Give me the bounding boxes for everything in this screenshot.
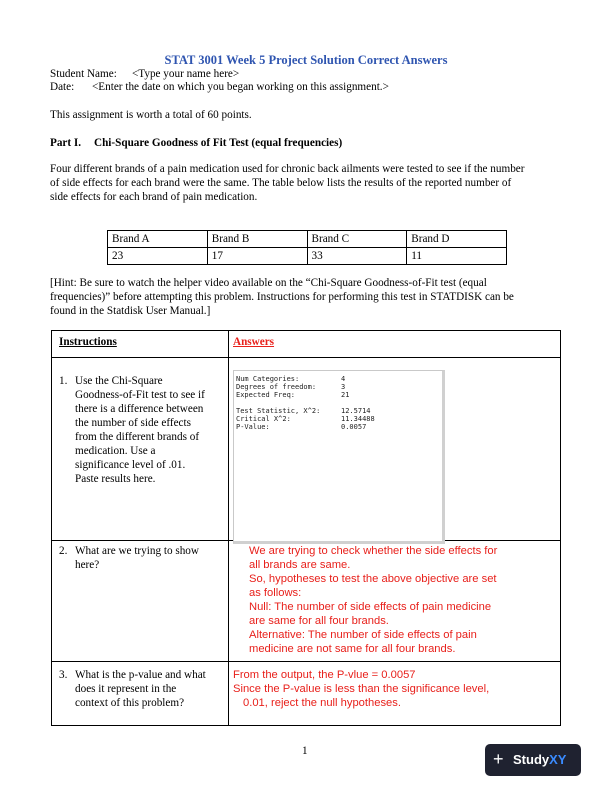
hint-line-2: frequencies)” before attempting this problem. Instructions for performing this test in STATDISK can be [50,291,514,303]
part-title: Chi-Square Goodness of Fit Test (equal frequencies) [94,137,343,149]
plus-icon: + [493,749,504,769]
answers-header: Answers [233,336,275,348]
question-line: Goodness-of-Fit test to see if [75,389,205,401]
question-3 [59,668,224,712]
intro-line-2: of side effects for each brand were the same. The table below lists the results of the reported number of [50,177,512,189]
output-value: 12.5714 [341,407,371,415]
answer-line: as follows: [249,587,302,599]
question-line: What is the p-value and what [75,669,206,681]
question-number: 2. [59,545,68,557]
answer-line: all brands are same. [249,559,351,571]
intro-line-1: Four different brands of a pain medication used for chronic back ailments were tested to see if the number [50,163,525,175]
output-value: 11.34488 [341,415,375,423]
answer-line: From the output, the P-vlue = 0.0057 [233,669,416,681]
question-line: here? [75,559,100,571]
table-header-cell: Brand D [407,231,507,248]
answer-2 [249,544,549,656]
output-value: 21 [341,391,350,399]
table-cell: 11 [407,248,507,265]
answer-line: So, hypotheses to test the above objective are set [249,573,497,585]
table-cell: 23 [108,248,208,265]
table-cell: 17 [207,248,307,265]
question-2 [59,544,224,574]
answer-line: We are trying to check whether the side effects for [249,545,498,557]
question-line: from the different brands of [75,431,200,443]
answer-line: Null: The number of side effects of pain medicine [249,601,492,613]
answer-line: 0.01, reject the null hypotheses. [243,697,401,709]
brand-results-table [107,230,507,265]
answer-line: are same for all four brands. [249,615,389,627]
table-header-cell: Brand C [307,231,407,248]
question-line: there is a difference between [75,403,204,415]
studyxy-logo-text: StudyXY [513,752,567,767]
answer-line: Alternative: The number of side effects of pain [249,629,477,641]
output-value: 4 [341,375,346,383]
output-label: P-Value: [236,423,270,431]
studyxy-badge[interactable] [485,744,581,776]
statdisk-output-screenshot [233,370,445,544]
table-header-cell: Brand B [207,231,307,248]
output-label: Critical X^2: [236,415,291,423]
instructions-answers-table [51,330,561,726]
table-row [108,248,507,265]
intro-line-3: side effects for each brand of pain medication. [50,191,258,203]
question-number: 3. [59,669,68,681]
question-line: context of this problem? [75,697,185,709]
part-label: Part I. [50,137,82,149]
question-line: medication. Use a [75,445,156,457]
answer-line: Since the P-value is less than the significance level, [233,683,490,695]
output-label: Degrees of freedom: [236,383,317,391]
question-number: 1. [59,375,68,387]
row-divider [52,357,560,358]
document-title: STAT 3001 Week 5 Project Solution Correct Answers [164,53,448,67]
student-name-value: <Type your name here> [132,68,240,80]
table-row [108,231,507,248]
output-label: Expected Freq: [236,391,296,399]
question-line: Paste results here. [75,473,156,485]
question-1 [59,374,224,489]
hint-line-1: [Hint: Be sure to watch the helper video available on the “Chi-Square Goodness-of-Fit test (equal [50,277,487,289]
table-cell: 33 [307,248,407,265]
question-line: What are we trying to show [75,545,199,557]
points-note: This assignment is worth a total of 60 points. [50,109,252,121]
question-line: significance level of .01. [75,459,186,471]
question-line: does it represent in the [75,683,177,695]
question-line: Use the Chi-Square [75,375,163,387]
page-number: 1 [302,745,308,757]
student-name-label: Student Name: [50,68,117,80]
question-line: the number of side effects [75,417,191,429]
date-value: <Enter the date on which you began working on this assignment.> [92,81,389,93]
answer-line: medicine are not same for all four brands. [249,643,456,655]
row-divider [52,661,560,662]
column-divider [228,331,229,725]
output-label: Test Statistic, X^2: [236,407,321,415]
instructions-header: Instructions [59,336,117,348]
table-header-cell: Brand A [108,231,208,248]
answer-3 [233,668,553,710]
date-label: Date: [50,81,75,93]
output-value: 3 [341,383,346,391]
hint-line-3: found in the Statdisk User Manual.] [50,305,211,317]
output-value: 0.0057 [341,423,367,431]
output-label: Num Categories: [236,375,300,383]
